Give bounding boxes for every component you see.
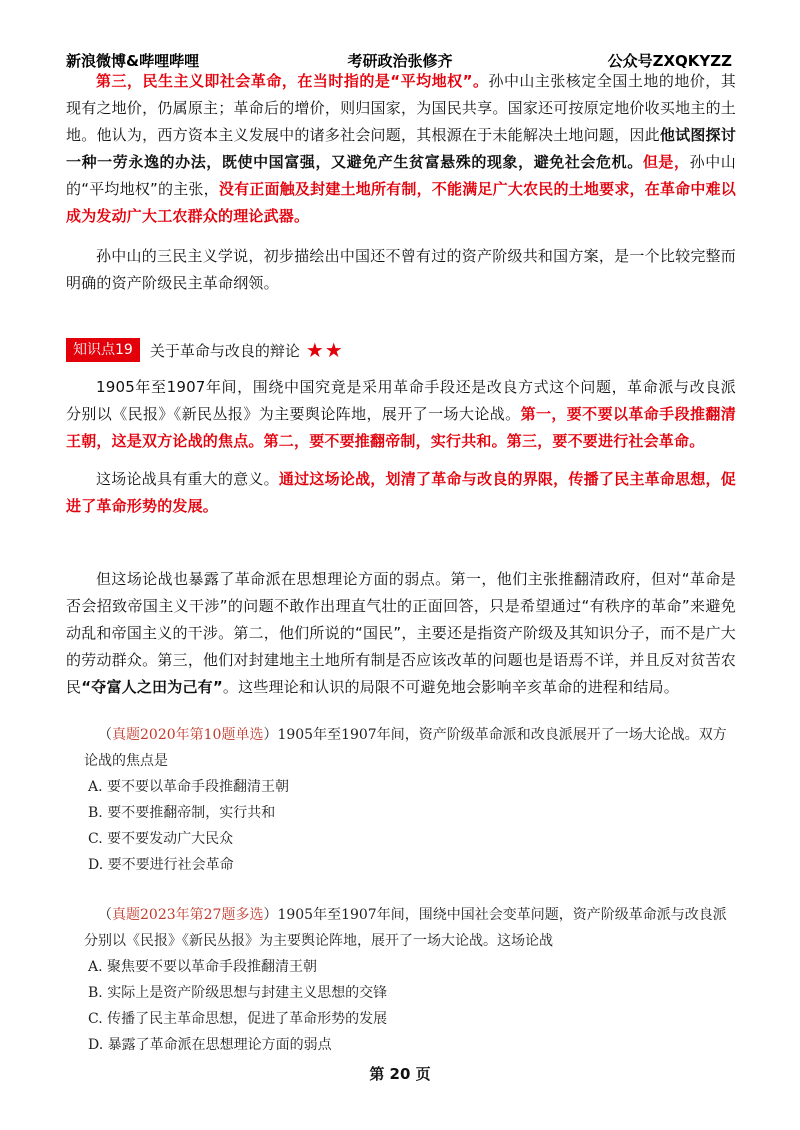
question-stem: （真题2023年第27题多选）1905年至1907年间，围绕中国社会变革问题，资产阶级革命派与改良派分别以《民报》《新民丛报》为主要舆论阵地，展开了一场大论战。这场论战 xyxy=(84,907,727,949)
option-c: C. 传播了民主革命思想，促进了革命形势的发展 xyxy=(88,1011,388,1027)
text-highlight: 没有正面触及封建土地所有制，不能满足广大农民的土地要求，在革命中难以成为发动广大工农群众的理论武器。 xyxy=(66,180,736,225)
header-right: 公众号ZXQKYZZ xyxy=(607,52,732,70)
exam-question-2023 xyxy=(84,902,729,1058)
knowledge-point-heading xyxy=(66,337,344,363)
header-center: 考研政治张修齐 xyxy=(347,52,453,70)
exam-question-2020 xyxy=(84,722,729,878)
text-body: 孙中山的“平均地权”的主张， xyxy=(66,153,737,198)
text-body: 1905年至1907年间，围绕中国究竟是采用革命手段还是改良方式这个问题，革命派与改良派分别以《民报》《新民丛报》为主要舆论阵地，展开了一场大论战。 xyxy=(66,378,736,423)
paragraph-san-min: 孙中山的三民主义学说，初步描绘出中国还不曾有过的资产阶级共和国方案，是一个比较完整而明确的资产阶级民主革命纲领。 xyxy=(66,247,736,292)
question-tag: 真题2020年第10题单选 xyxy=(112,727,264,743)
text-body: 。这些理论和认识的局限不可避免地会影响辛亥革命的进程和结局。 xyxy=(222,678,679,696)
question-text: 1905年至1907年间，围绕中国社会变革问题，资产阶级革命派与改良派分别以《民报》《新民丛报》为主要舆论阵地，展开了一场大论战。这场论战 xyxy=(84,907,727,949)
knowledge-point-title: 关于革命与改良的辩论 xyxy=(149,341,300,360)
header-left: 新浪微博&哔哩哔哩 xyxy=(66,52,200,70)
option-b: B. 实际上是资产阶级思想与封建主义思想的交锋 xyxy=(88,985,388,1001)
text-bold: 他试图探讨一种一劳永逸的办法，既使中国富强，又避免产生贫富悬殊的现象，避免社会危机。 xyxy=(66,126,736,171)
text-highlight: 通过这场论战，划清了革命与改良的界限，传播了民主革命思想，促进了革命形势的发展。 xyxy=(66,470,736,515)
page-number: 第 20 页 xyxy=(369,1065,431,1083)
question-tag: 真题2023年第27题多选 xyxy=(112,907,264,923)
text-highlight: 第一，要不要以革命手段推翻清王朝，这是双方论战的焦点。第二，要不要推翻帝制，实行共和。第三，要不要进行社会革命。 xyxy=(66,405,736,450)
paragraph-min-sheng xyxy=(66,68,736,230)
option-b: B. 要不要推翻帝制，实行共和 xyxy=(88,805,276,821)
text-highlight: 但是， xyxy=(642,153,690,171)
text-body: 这场论战具有重大的意义。 xyxy=(96,470,279,488)
star-rating-icon: ★★ xyxy=(305,338,344,362)
question-text: 1905年至1907年间，资产阶级革命派和改良派展开了一场大论战。双方论战的焦点是 xyxy=(84,727,727,769)
option-a: A. 要不要以革命手段推翻清王朝 xyxy=(88,779,290,795)
paragraph-significance xyxy=(66,466,736,520)
text-bold: “夺富人之田为己有” xyxy=(81,678,223,696)
text-body: 但这场论战也暴露了革命派在思想理论方面的弱点。第一，他们主张推翻清政府，但对“革命是否会招致帝国主义干涉”的问题不敢作出理直气壮的正面回答，只是希望通过“有秩序的革命”来避免动乱和帝国主义的干涉。第二，他们所说的“国民”，主要还是指资产阶级及其知识分子，而不是广大的劳动群众。第三，他们对封建地主土地所有制是否应该改革的问题也是语焉不详，并且反对贫苦农民 xyxy=(66,570,736,696)
option-d: D. 要不要进行社会革命 xyxy=(88,857,234,873)
knowledge-point-tag: 知识点19 xyxy=(66,338,140,362)
option-c: C. 要不要发动广大民众 xyxy=(88,831,234,847)
option-a: A. 聚焦要不要以革命手段推翻清王朝 xyxy=(88,959,318,975)
paragraph-debate xyxy=(66,374,736,455)
paragraph-weakness xyxy=(66,566,736,701)
question-stem: （真题2020年第10题单选）1905年至1907年间，资产阶级革命派和改良派展开了一场大论战。双方论战的焦点是 xyxy=(84,727,727,769)
option-d: D. 暴露了革命派在思想理论方面的弱点 xyxy=(88,1037,332,1053)
text-body: 孙中山主张核定全国土地的地价，其现有之地价，仍属原主；革命后的增价，则归国家，为国民共享。国家还可按原定地价收买地主的土地。他认为，西方资本主义发展中的诸多社会问题，其根源在于未能解决土地问题，因此 xyxy=(66,72,736,144)
text-highlight: 第三，民生主义即社会革命，在当时指的是“平均地权”。 xyxy=(96,72,489,90)
